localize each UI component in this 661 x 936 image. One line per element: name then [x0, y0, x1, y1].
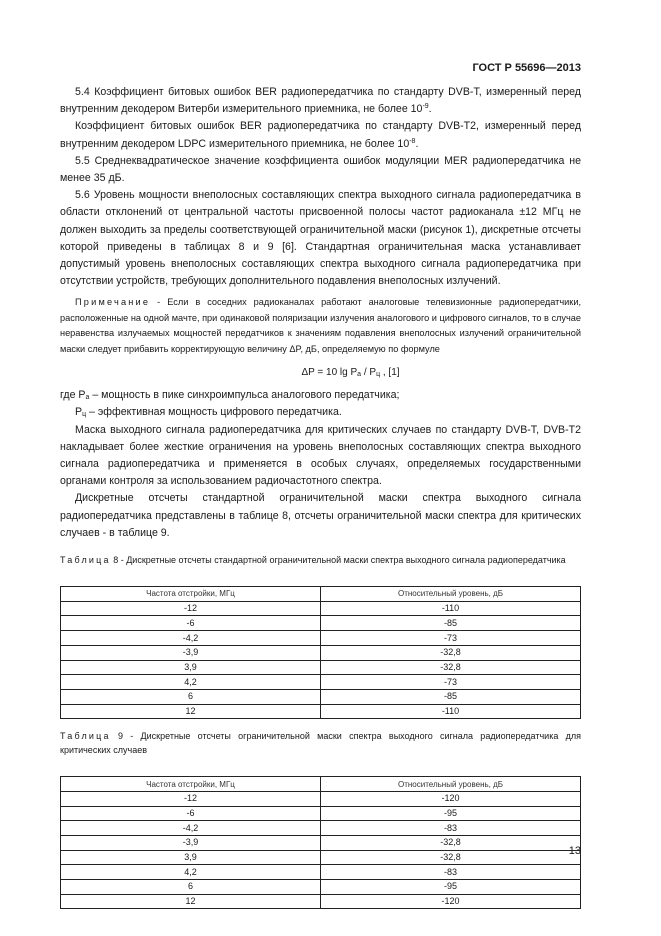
paragraph-5-4-dvb-t2: Коэффициент битовых ошибок BER радиопередатчика по стандарту DVB-T2, измеренный перед внутренним декодером LDPC измерительного приемника, не более $10^{-8}$.: [60, 120, 581, 150]
column-header-level: Относительный уровень, дБ: [321, 587, 581, 602]
where-digital: $P_ц$ – эффективная мощность цифрового передатчика.: [75, 406, 342, 419]
table-row: -3,9 -32,8: [61, 836, 581, 851]
table-row: 4,2 -83: [61, 865, 581, 880]
table-row: -4,2 -83: [61, 821, 581, 836]
document-body: [60, 84, 581, 909]
page-number: 13: [568, 845, 581, 857]
standard-number: ГОСТ Р 55696—2013: [472, 62, 581, 74]
note-text: - Если в соседних радиоканалах работают аналоговые телевизионные радиопередатчики, расположенные на одной мачте, при одинаковой поляризации излучения аналогового и цифрового сигналов, то в случае неравенства излучаемых мощностей передатчиков к значениям подавления внеполосных излучений ограничительной маски следует прибавить корректирующую величину ΔP, дБ, определяемую по формуле: [60, 297, 581, 354]
paragraph-5-6: 5.6 Уровень мощности внеполосных составляющих спектра выходного сигнала радиопередатчика в области отклонений от центральной частоты присвоенной полосы частот радиоканала ±12 МГц не должен выходить за пределы соответствующей ограничительной маски (рисунок 1), дискретные отсчеты которой приведены в таблицах 8 и 9 [6]. Стандартная ограничительная маска устанавливает допустимый уровень внеполосных составляющих спектра выходного сигнала радиопередатчика при отсутствии устройств, требующих дополнительного подавления внеполосных излучений.: [60, 189, 581, 288]
table-row: 4,2 -73: [61, 675, 581, 690]
paragraph-discrete-samples: Дискретные отсчеты стандартной ограничительной маски спектра выходного сигнала радиопередатчика представлены в таблице 8, отсчеты ограничительной маски спектра для критических случаев - в таблице 9.: [60, 492, 581, 539]
table-row: 3,9 -32,8: [61, 850, 581, 865]
table-row: 3,9 -32,8: [61, 660, 581, 675]
table-row: -12 -120: [61, 791, 581, 806]
where-analog: где $P_а$ – мощность в пике синхроимпульса аналогового передатчика;: [60, 389, 400, 402]
paragraph-critical-mask: Маска выходного сигнала радиопередатчика для критических случаев по стандарту DVB-T, DVB-T2 накладывает более жесткие ограничения на уровень внеполосных составляющих спектра выходного сигнала радиопередатчика и применяется в особых случаях, определяемых государственными органами контроля за использованием радиочастотного спектра.: [60, 423, 581, 488]
paragraph-5-4: 5.4 Коэффициент битовых ошибок BER радиопередатчика по стандарту DVB-T, измеренный перед внутренним декодером Витерби измерительного приемника, не более $10^{-9}$.: [60, 86, 581, 116]
table-9-caption: Таблица 9 - Дискретные отсчеты ограничительной маски спектра выходного сигнала радиопередатчика для критических случаев: [60, 731, 581, 756]
exponent: -8: [409, 137, 416, 145]
table-row: 12 -120: [61, 894, 581, 909]
table-8-caption: Таблица 8 - Дискретные отсчеты стандартной ограничительной маски спектра выходного сигнала радиопередатчика: [60, 555, 566, 566]
paragraph-5-5: 5.5 Среднеквадратическое значение коэффициента ошибок модуляции MER радиопередатчика не менее 35 дБ.: [60, 154, 581, 185]
table-row: -12 -110: [61, 601, 581, 616]
table-row: -6 -85: [61, 616, 581, 631]
table-row: -4,2 -73: [61, 631, 581, 646]
table-row: 12 -110: [61, 704, 581, 719]
formula: ΔP = 10 $\lg P_а / P_ц$ , [1]: [301, 367, 400, 379]
column-header-level: Относительный уровень, дБ: [321, 777, 581, 792]
note-label: Примечание: [75, 297, 151, 308]
column-header-frequency: Частота отстройки, МГц: [61, 777, 321, 792]
table-8: [60, 586, 581, 719]
note: [60, 295, 581, 357]
table-row: -6 -95: [61, 806, 581, 821]
column-header-frequency: Частота отстройки, МГц: [61, 587, 321, 602]
table-9: [60, 776, 581, 909]
table-row: 6 -85: [61, 689, 581, 704]
exponent: -9: [422, 103, 429, 111]
table-row: 6 -95: [61, 880, 581, 895]
table-row: -3,9 -32,8: [61, 645, 581, 660]
